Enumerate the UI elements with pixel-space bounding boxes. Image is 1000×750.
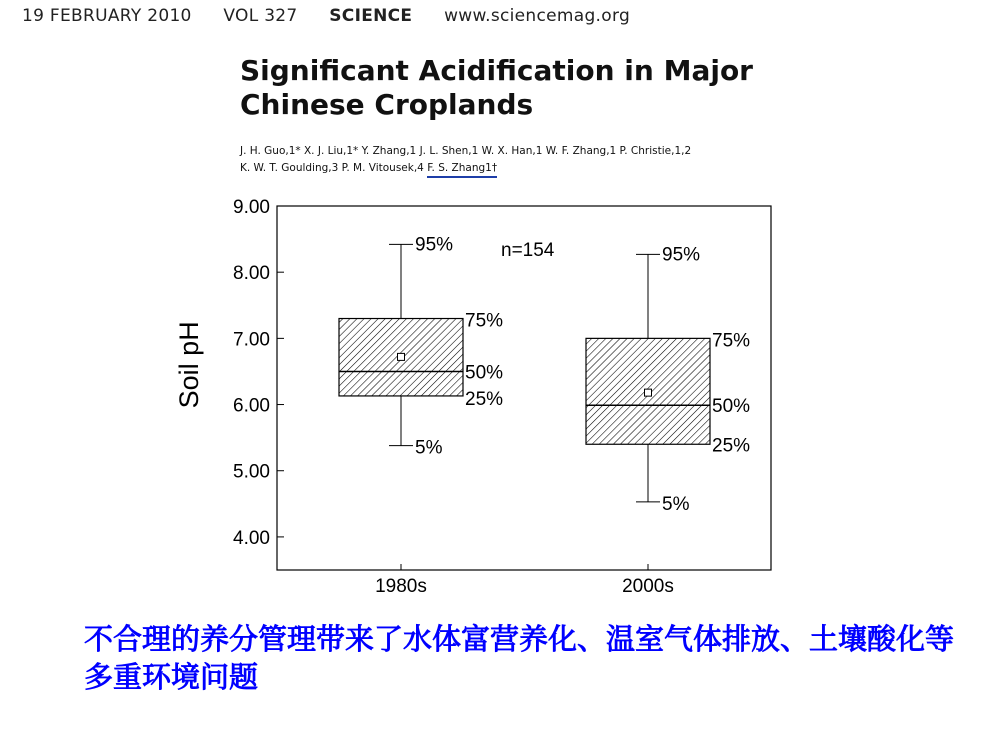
box-2000s-p5-label: 5%	[662, 493, 690, 515]
author-list	[240, 143, 820, 177]
box-2000s-p25-label: 25%	[712, 435, 751, 457]
y-axis-label: Soil pH	[174, 321, 204, 409]
box-1980s-p5-label: 5%	[415, 437, 443, 459]
box-2000s-p95-label: 95%	[662, 244, 701, 266]
journal-url: www.sciencemag.org	[444, 6, 631, 26]
journal-header	[22, 6, 656, 26]
box-1980s-p95-label: 95%	[415, 234, 454, 256]
box-1980s-mean-marker	[398, 353, 405, 360]
y-tick-label: 5.00	[233, 461, 270, 483]
y-tick-label: 7.00	[233, 329, 270, 351]
author-line-1: J. H. Guo,1* X. J. Liu,1* Y. Zhang,1 J. L. Shen,1 W. X. Han,1 W. F. Zhang,1 P. Christie,1,2	[240, 145, 692, 157]
author-line-2	[240, 160, 820, 177]
x-tick-label: 1980s	[375, 576, 427, 595]
box-1980s-p50-label: 50%	[465, 362, 504, 384]
box-1980s-p25-label: 25%	[465, 388, 504, 410]
y-tick-label: 8.00	[233, 263, 270, 285]
sample-size-annotation: n=154	[501, 240, 555, 261]
journal-name: SCIENCE	[329, 6, 413, 26]
box-2000s-p75-label: 75%	[712, 330, 751, 352]
y-tick-label: 9.00	[233, 197, 270, 218]
x-tick-label: 2000s	[622, 576, 674, 595]
y-tick-label: 6.00	[233, 395, 270, 417]
y-tick-label: 4.00	[233, 527, 270, 549]
box-2000s-mean-marker	[645, 389, 652, 396]
issue-date: 19 FEBRUARY 2010	[22, 6, 192, 26]
paper-title: Significant Acidification in Major Chinese Croplands	[240, 54, 753, 121]
box-1980s-p75-label: 75%	[465, 310, 504, 332]
highlighted-author: F. S. Zhang1†	[427, 162, 497, 178]
chinese-caption: 不合理的养分管理带来了水体富营养化、温室气体排放、土壤酸化等多重环境问题	[84, 622, 955, 694]
author-line-2-text: K. W. T. Goulding,3 P. M. Vitousek,4	[240, 162, 428, 174]
soil-ph-boxplot	[160, 190, 780, 595]
volume-label: VOL 327	[223, 6, 298, 26]
box-2000s-p50-label: 50%	[712, 396, 751, 418]
